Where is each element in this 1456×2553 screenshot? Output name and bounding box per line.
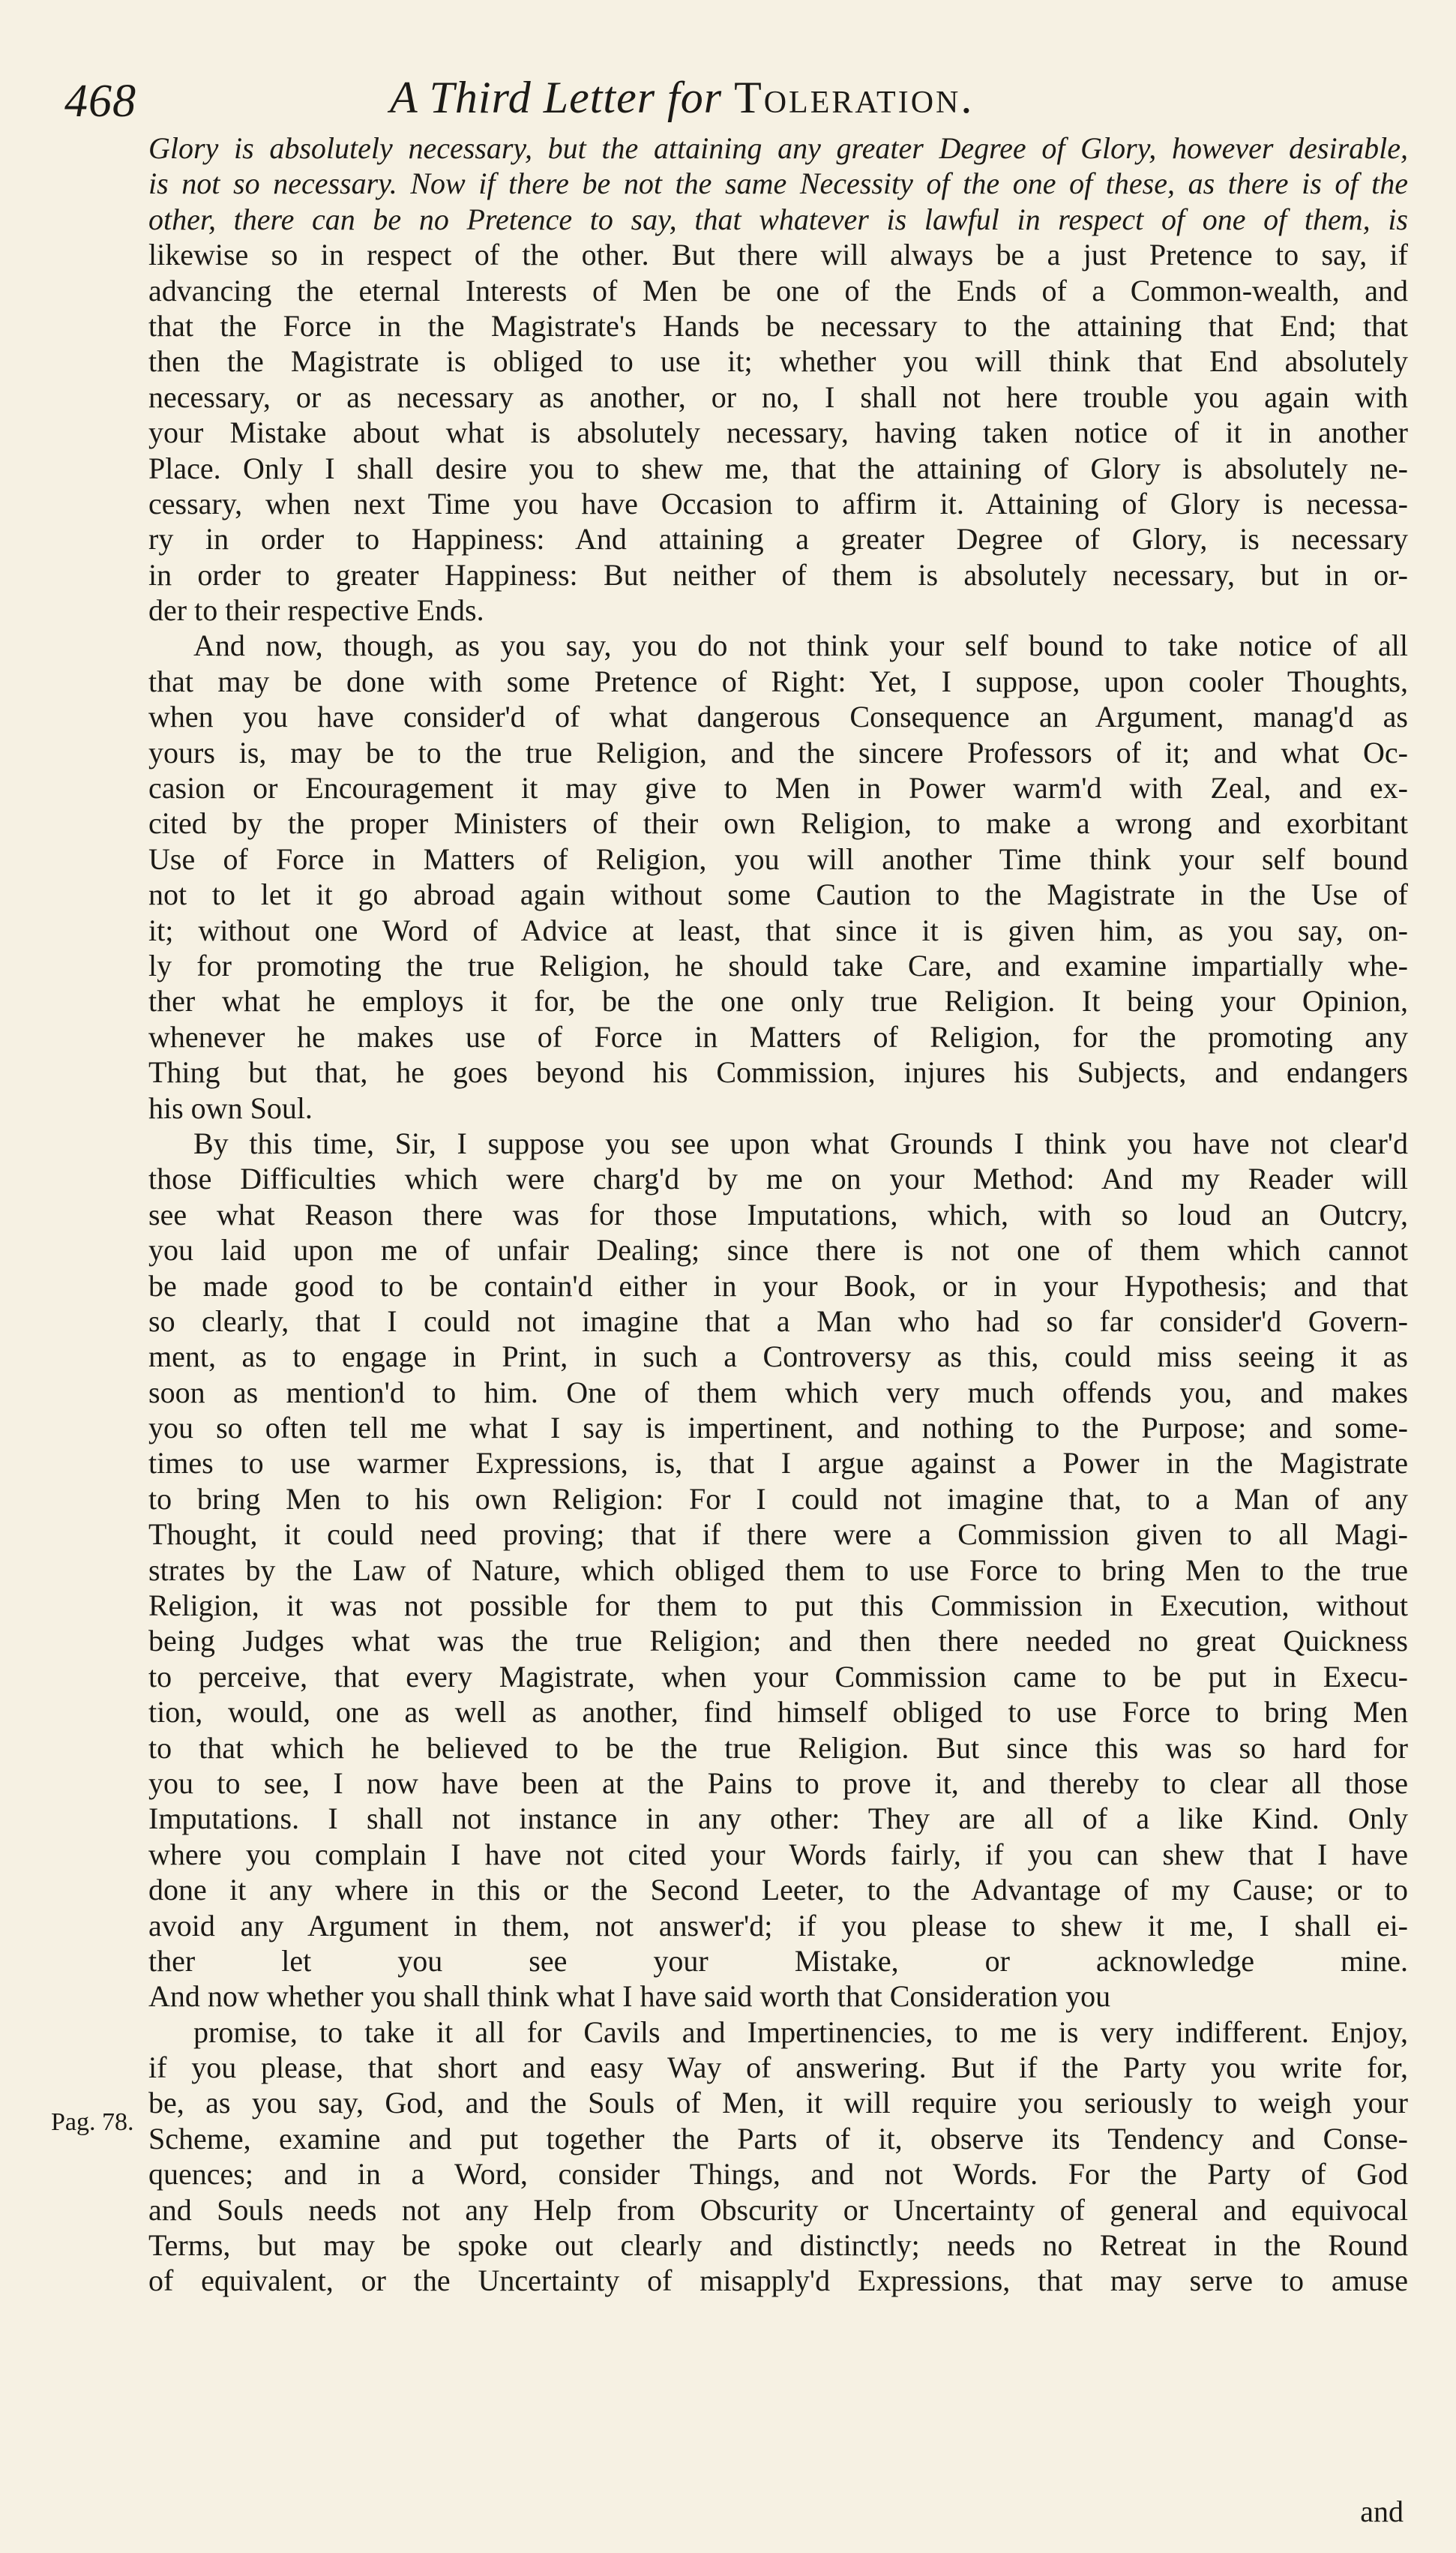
text-line: And now whether you shall think what I have said worth that Consideration you — [148, 1979, 1111, 2014]
text-line: strates by the Law of Nature, which obliged them to use Force to bring Men to the true — [148, 1552, 1408, 1587]
text-line: you so often tell me what I say is impertinent, and nothing to the Purpose; and some- — [148, 1411, 1408, 1445]
text-line: And now, though, as you say, you do not think your self bound to take notice of all — [193, 628, 1408, 663]
text-line: Scheme, examine and put together the Parts of it, observe its Tendency and Conse- — [148, 2121, 1408, 2156]
text-line: advancing the eternal Interests of Men be one of the Ends of a Common-wealth, and — [148, 273, 1408, 308]
margin-note: Pag. 78. — [51, 2108, 134, 2136]
catchword: and — [1360, 2494, 1404, 2528]
text-line: promise, to take it all for Cavils and Impertinencies, to me is very indifferent. Enjoy, — [193, 2014, 1408, 2049]
text-line: his own Soul. — [148, 1090, 313, 1125]
text-line: be, as you say, God, and the Souls of Men, it will require you seriously to weigh your — [148, 2086, 1408, 2120]
text-line: likewise so in respect of the other. But there will always be a just Pretence to say, if — [148, 238, 1408, 272]
text-line: quences; and in a Word, consider Things, and not Words. For the Party of God — [148, 2157, 1408, 2192]
text-line: see what Reason there was for those Imputations, which, with so loud an Outcry, — [148, 1197, 1408, 1232]
text-line: whenever he makes use of Force in Matters of Religion, for the promoting any — [148, 1019, 1408, 1054]
text-line: to that which he believed to be the true Religion. But since this was so hard for — [148, 1730, 1408, 1765]
text-line: Terms, but may be spoke out clearly and distinctly; needs no Retreat in the Round — [148, 2228, 1408, 2263]
page-number: 468 — [64, 76, 136, 127]
running-head-caps: Toleration. — [734, 73, 975, 122]
text-line: in order to greater Happiness: But neither of them is absolutely necessary, but in or- — [148, 557, 1408, 592]
text-line: to bring Men to his own Religion: For I could not imagine that, to a Man of any — [148, 1481, 1408, 1516]
text-line: cited by the proper Ministers of their own Religion, to make a wrong and exorbitant — [148, 806, 1408, 841]
text-line: not to let it go abroad again without some Caution to the Magistrate in the Use of — [148, 878, 1408, 912]
text-line: so clearly, that I could not imagine that a Man who had so far consider'd Govern- — [148, 1304, 1408, 1338]
text-line: cessary, when next Time you have Occasion to affirm it. Attaining of Glory is necessa- — [148, 486, 1408, 520]
text-line: ther what he employs it for, be the one only true Religion. It being your Opinion, — [148, 984, 1408, 1018]
text-line: that the Force in the Magistrate's Hands be necessary to the attaining that End; that — [148, 308, 1408, 343]
text-line: ly for promoting the true Religion, he should take Care, and examine impartially whe- — [148, 948, 1408, 982]
text-line: Thing but that, he goes beyond his Commission, injures his Subjects, and endangers — [148, 1055, 1408, 1090]
text-line: Use of Force in Matters of Religion, you will another Time think your self bound — [148, 842, 1408, 876]
text-line: you to see, I now have been at the Pains to prove it, and thereby to clear all those — [148, 1766, 1408, 1800]
body-text — [148, 130, 1408, 2299]
text-line: other, there can be no Pretence to say, that whatever is lawful in respect of one of them, is — [148, 202, 1408, 236]
text-line: your Mistake about what is absolutely necessary, having taken notice of it in another — [148, 416, 1408, 450]
text-line: you laid upon me of unfair Dealing; since there is not one of them which cannot — [148, 1233, 1408, 1268]
text-line: der to their respective Ends. — [148, 593, 484, 628]
text-line: yours is, may be to the true Religion, and the sincere Professors of it; and what Oc- — [148, 735, 1408, 770]
text-line: necessary, or as necessary as another, or no, I shall not here trouble you again with — [148, 380, 1408, 414]
text-line: avoid any Argument in them, not answer'd; if you please to shew it me, I shall ei- — [148, 1908, 1408, 1942]
text-line: By this time, Sir, I suppose you see upon what Grounds I think you have not clear'd — [193, 1126, 1408, 1160]
text-line: ry in order to Happiness: And attaining a greater Degree of Glory, is necessary — [148, 522, 1408, 556]
text-line: soon as mention'd to him. One of them which very much offends you, and makes — [148, 1375, 1408, 1409]
text-line: is not so necessary. Now if there be not the same Necessity of the one of these, as there is of the — [148, 166, 1408, 201]
text-line: be made good to be contain'd either in your Book, or in your Hypothesis; and that — [148, 1268, 1408, 1303]
text-line: to perceive, that every Magistrate, when your Commission came to be put in Execu- — [148, 1659, 1408, 1694]
text-line: and Souls needs not any Help from Obscurity or Uncertainty of general and equivocal — [148, 2192, 1408, 2227]
text-line: done it any where in this or the Second Leeter, to the Advantage of my Cause; or to — [148, 1873, 1408, 1907]
text-line: where you complain I have not cited your Words fairly, if you can shew that I have — [148, 1837, 1408, 1871]
text-line: it; without one Word of Advice at least, that since it is given him, as you say, on- — [148, 913, 1408, 947]
text-line: Religion, it was not possible for them to put this Commission in Execution, without — [148, 1588, 1408, 1623]
running-head — [390, 72, 1140, 124]
text-line: Glory is absolutely necessary, but the attaining any greater Degree of Glory, however desirable, — [148, 131, 1408, 165]
text-line: then the Magistrate is obliged to use it; whether you will think that End absolutely — [148, 344, 1408, 379]
text-line: ther let you see your Mistake, or acknowledge mine. — [148, 1943, 1408, 1978]
text-line: when you have consider'd of what dangerous Consequence an Argument, manag'd as — [148, 700, 1408, 734]
text-line: of equivalent, or the Uncertainty of misapply'd Expressions, that may serve to amuse — [148, 2264, 1408, 2298]
text-line: those Difficulties which were charg'd by me on your Method: And my Reader will — [148, 1162, 1408, 1196]
text-line: that may be done with some Pretence of Right: Yet, I suppose, upon cooler Thoughts, — [148, 664, 1408, 698]
text-line: Imputations. I shall not instance in any other: They are all of a like Kind. Only — [148, 1802, 1408, 1836]
text-line: tion, would, one as well as another, find himself obliged to use Force to bring Men — [148, 1695, 1408, 1730]
text-line: being Judges what was the true Religion; and then there needed no great Quickness — [148, 1624, 1408, 1658]
running-head-title: A Third Letter for — [390, 73, 723, 122]
text-line: Place. Only I shall desire you to shew me, that the attaining of Glory is absolutely ne- — [148, 451, 1408, 485]
text-line: ment, as to engage in Print, in such a Controversy as this, could miss seeing it as — [148, 1340, 1408, 1374]
text-line: if you please, that short and easy Way of answering. But if the Party you write for, — [148, 2050, 1408, 2085]
text-line: casion or Encouragement it may give to Men in Power warm'd with Zeal, and ex- — [148, 771, 1408, 806]
text-line: times to use warmer Expressions, is, that I argue against a Power in the Magistrate — [148, 1446, 1408, 1480]
text-line: Thought, it could need proving; that if there were a Commission given to all Magi- — [148, 1517, 1408, 1552]
